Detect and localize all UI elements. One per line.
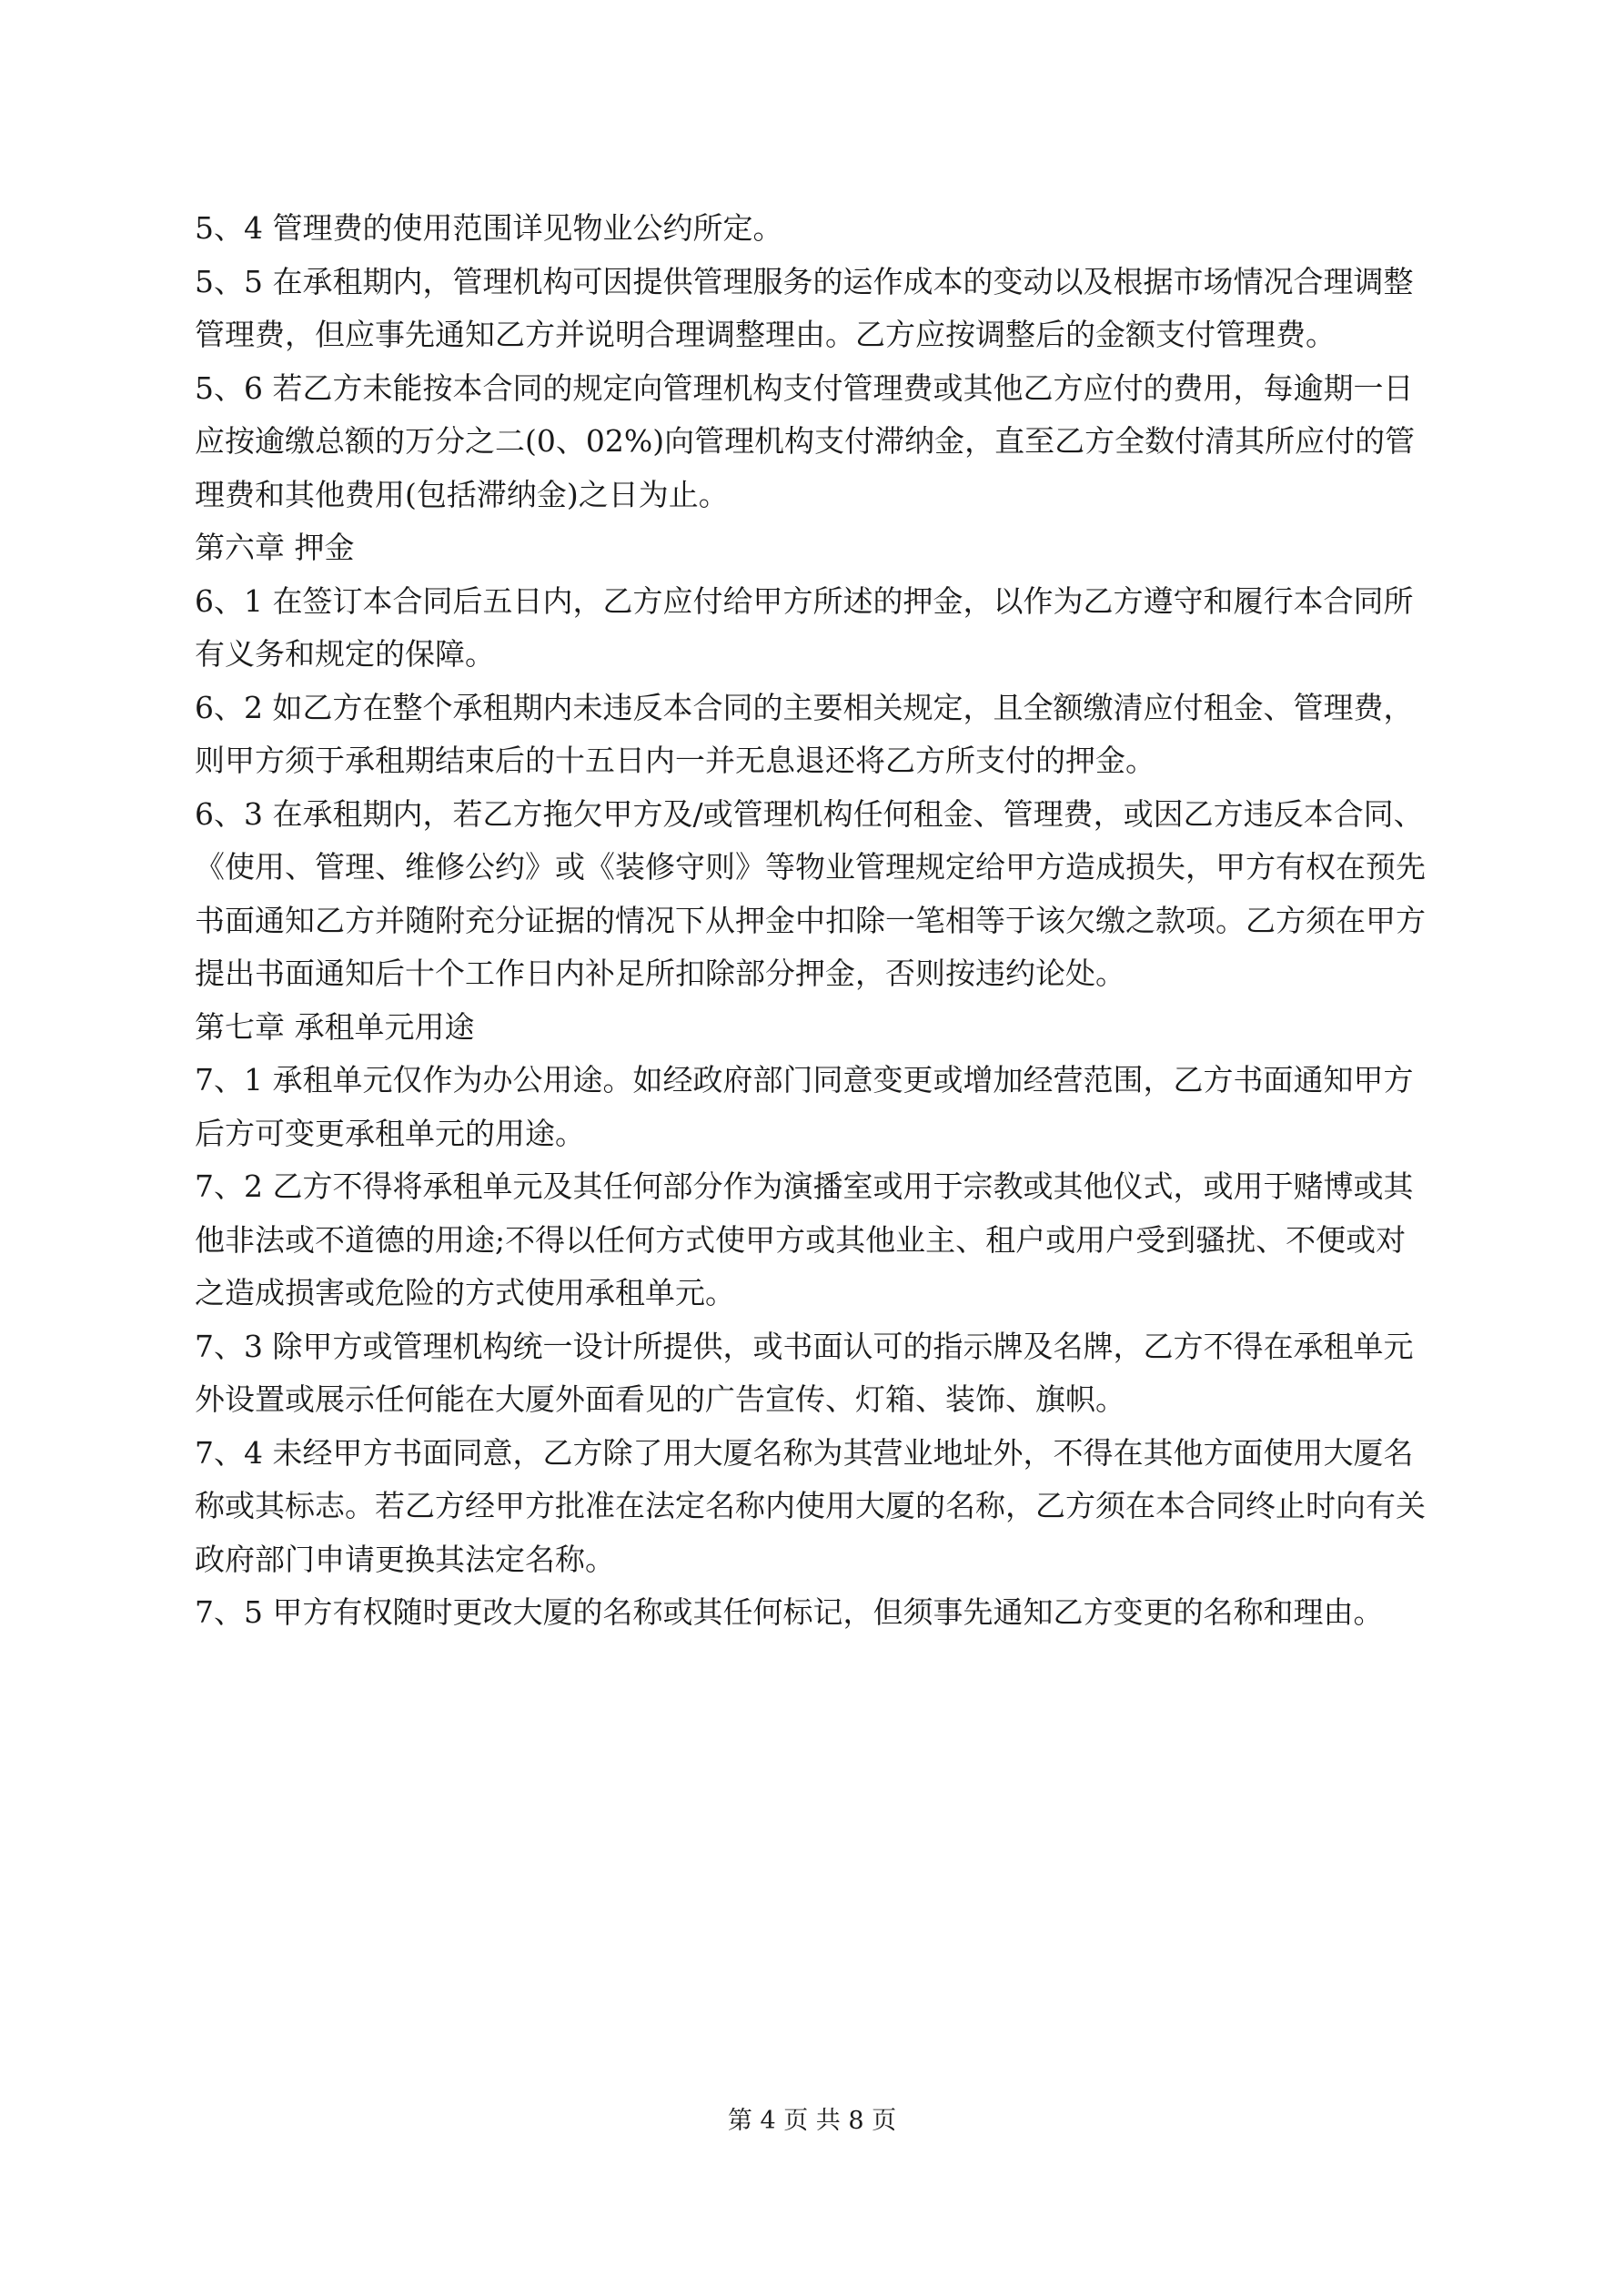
clause-6-3: 6、3 在承租期内，若乙方拖欠甲方及/或管理机构任何租金、管理费，或因乙方违反本合同、《使用、管理、维修公约》或《装修守则》等物业管理规定给甲方造成损失，甲方有权在预先书面通知乙方并随附充分证据的情况下从押金中扣除一笔相等于该欠缴之款项。乙方须在甲方提出书面通知后十个工作日内补足所扣除部分押金，否则按违约论处。 xyxy=(195,795,1426,991)
clause-6-2: 6、2 如乙方在整个承租期内未违反本合同的主要相关规定，且全额缴清应付租金、管理费，则甲方须于承租期结束后的十五日内一并无息退还将乙方所支付的押金。 xyxy=(195,689,1414,778)
page-number-footer: 第 4 页 共 8 页 xyxy=(727,2107,897,2135)
clause-5-5: 5、5 在承租期内，管理机构可因提供管理服务的运作成本的变动以及根据市场情况合理调整管理费，但应事先通知乙方并说明合理调整理由。乙方应按调整后的金额支付管理费。 xyxy=(195,263,1414,352)
clause-7-4: 7、4 未经甲方书面同意，乙方除了用大厦名称为其营业地址外，不得在其他方面使用大厦名称或其标志。若乙方经甲方批准在法定名称内使用大厦的名称，乙方须在本合同终止时向有关政府部门申请更换其法定名称。 xyxy=(195,1434,1426,1577)
chapter-6-heading: 第六章 押金 xyxy=(195,530,355,565)
clause-5-6: 5、6 若乙方未能按本合同的规定向管理机构支付管理费或其他乙方应付的费用，每逾期一日应按逾缴总额的万分之二(0、02%)向管理机构支付滞纳金，直至乙方全数付清其所应付的管理费和其他费用(包括滞纳金)之日为止。 xyxy=(195,369,1416,512)
clause-7-1: 7、1 承租单元仅作为办公用途。如经政府部门同意变更或增加经营范围，乙方书面通知甲方后方可变更承租单元的用途。 xyxy=(195,1062,1414,1151)
clause-7-5: 7、5 甲方有权随时更改大厦的名称或其任何标记，但须事先通知乙方变更的名称和理由。 xyxy=(195,1594,1384,1630)
document-body xyxy=(195,202,1436,1640)
clause-5-4: 5、4 管理费的使用范围详见物业公约所定。 xyxy=(195,210,783,246)
clause-6-1: 6、1 在签订本合同后五日内，乙方应付给甲方所述的押金，以作为乙方遵守和履行本合同所有义务和规定的保障。 xyxy=(195,582,1414,672)
chapter-7-heading: 第七章 承租单元用途 xyxy=(195,1008,475,1045)
clause-7-2: 7、2 乙方不得将承租单元及其任何部分作为演播室或用于宗教或其他仪式，或用于赌博或其他非法或不道德的用途;不得以任何方式使甲方或其他业主、租户或用户受到骚扰、不便或对之造成损害或危险的方式使用承租单元。 xyxy=(195,1168,1414,1310)
clause-7-3: 7、3 除甲方或管理机构统一设计所提供，或书面认可的指示牌及名牌，乙方不得在承租单元外设置或展示任何能在大厦外面看见的广告宣传、灯箱、装饰、旗帜。 xyxy=(195,1328,1414,1417)
